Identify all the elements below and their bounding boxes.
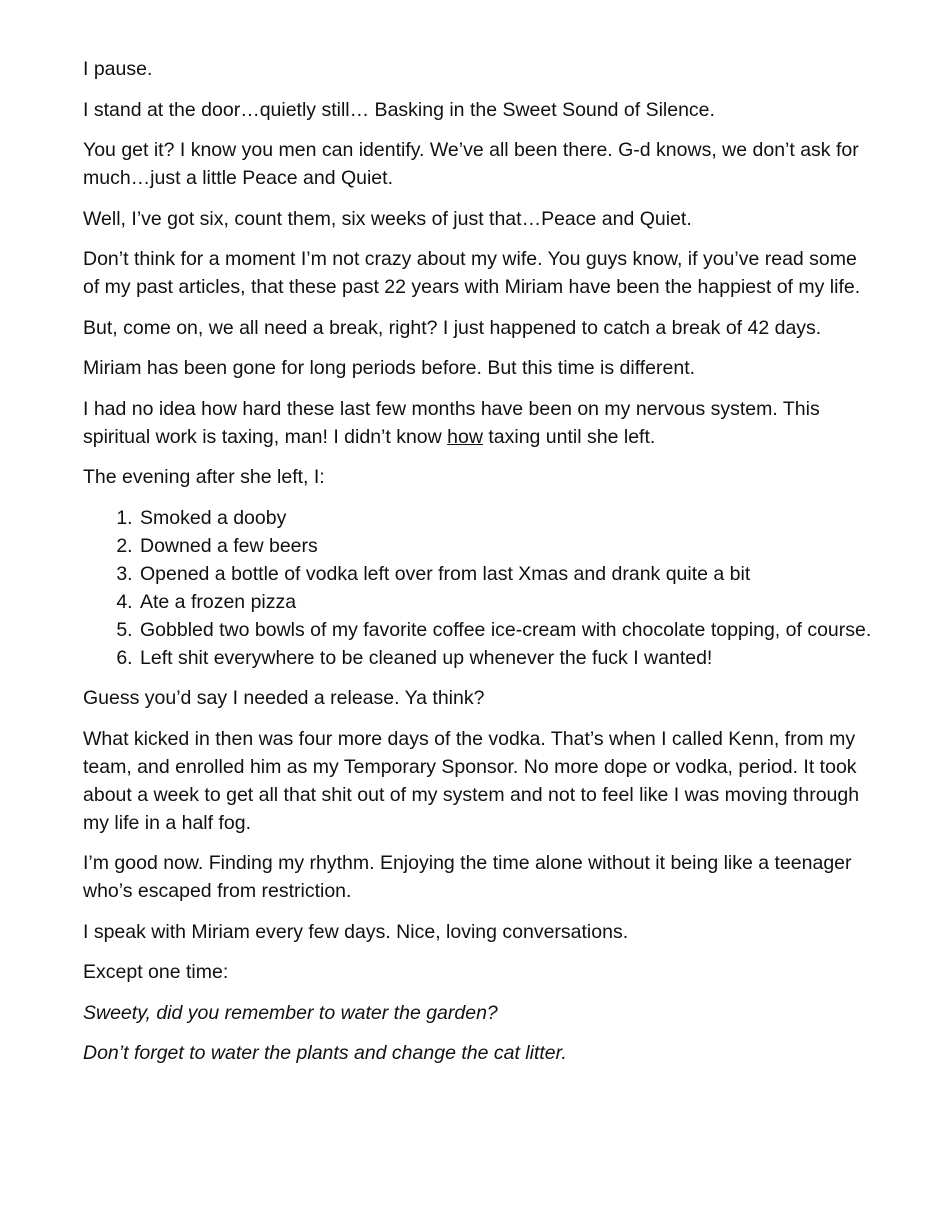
paragraph-quote-garden: Sweety, did you remember to water the garden?: [83, 1001, 498, 1024]
paragraph-nervous-system: [83, 395, 873, 451]
paragraph-quote-plants: Don’t forget to water the plants and change the cat litter.: [83, 1042, 567, 1064]
paragraph-gone-before: Miriam has been gone for long periods before. But this time is different.: [83, 357, 696, 379]
list-item: 5. Gobbled two bowls of my favorite coffee ice-cream with chocolate topping, of course.: [138, 616, 873, 644]
paragraph-except: Except one time:: [83, 961, 229, 983]
paragraph-six-weeks: Well, I’ve got six, count them, six weeks of just that…Peace and Quiet.: [83, 207, 692, 230]
numbered-list: [83, 504, 873, 672]
paragraph-release: Guess you’d say I needed a release. Ya think?: [83, 687, 485, 709]
paragraph-you-get-it: You get it? I know you men can identify. We’ve all been there. G-d knows, we don’t ask for much…just a little Peace and Quiet.: [83, 139, 859, 189]
paragraph-vodka: What kicked in then was four more days of the vodka. That’s when I called Kenn, from my team, and enrolled him as my Temporary Sponsor. No more dope or vodka, period. It took about a week to get all that shit out of my system and not to feel like I was moving through my life in a half fog.: [83, 727, 860, 834]
paragraph-pause: I pause.: [83, 58, 153, 80]
document-body: [83, 55, 873, 1080]
list-item: 2. Downed a few beers: [138, 532, 873, 560]
list-item: 4. Ate a frozen pizza: [138, 588, 873, 616]
underlined-word-how: how: [447, 425, 483, 448]
paragraph-break: But, come on, we all need a break, right? I just happened to catch a break of 42 days.: [83, 316, 822, 339]
paragraph-good-now: I’m good now. Finding my rhythm. Enjoying the time alone without it being like a teenager who’s escaped from restriction.: [83, 852, 852, 902]
paragraph-nervous-system-text-b: taxing until she left.: [482, 425, 656, 448]
paragraph-nervous-system-text-a: I had no idea how hard these last few months have been on my nervous system. This spiritual work is taxing, man! I didn’t know: [83, 397, 820, 448]
paragraph-speak-miriam: I speak with Miriam every few days. Nice, loving conversations.: [83, 920, 629, 943]
list-item: 1. Smoked a dooby: [138, 504, 873, 532]
paragraph-door: I stand at the door…quietly still… Basking in the Sweet Sound of Silence.: [83, 98, 715, 121]
list-item: 3. Opened a bottle of vodka left over from last Xmas and drank quite a bit: [138, 560, 873, 588]
list-item: 6. Left shit everywhere to be cleaned up whenever the fuck I wanted!: [138, 644, 873, 672]
paragraph-wife: Don’t think for a moment I’m not crazy about my wife. You guys know, if you’ve read some of my past articles, that these past 22 years with Miriam have been the happiest of my life.: [83, 248, 861, 298]
paragraph-evening: The evening after she left, I:: [83, 466, 325, 488]
